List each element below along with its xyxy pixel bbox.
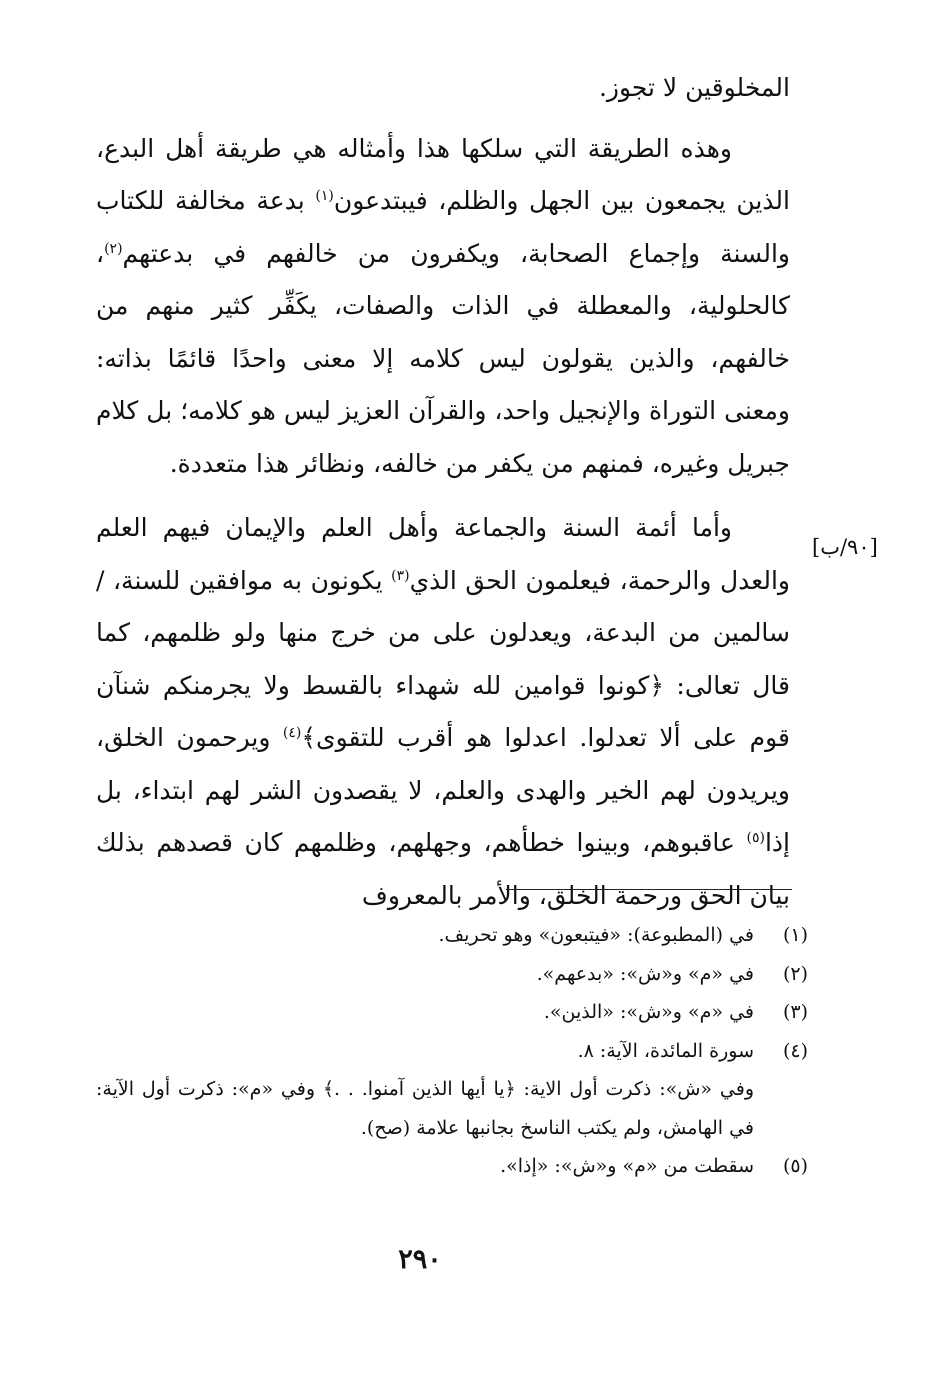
- paragraph-3-text-a: وأما أئمة السنة والجماعة وأهل العلم والإيمان فيهم العلم والعدل والرحمة، فيعلمون الحق الذي: [96, 513, 790, 595]
- footnote-marker-2[interactable]: (٢): [104, 240, 123, 257]
- footnote-number: (٣): [782, 1001, 808, 1023]
- manuscript-folio-reference: [٩٠/ب]: [812, 535, 878, 559]
- footnote-5: [96, 1147, 808, 1186]
- paragraph-2-text-a: وهذه الطريقة التي سلكها هذا وأمثاله هي طريقة أهل البدع، الذين يجمعون بين الجهل والظلم، فيبتدعون: [96, 133, 790, 215]
- footnote-text: في «م» و«ش»: «الذين».: [543, 1001, 754, 1023]
- paragraph-3: [96, 502, 790, 922]
- paragraph-2: [96, 123, 790, 491]
- paragraph-2-text-c: ، كالحلولية، والمعطلة في الذات والصفات، يكَفِّر كثير منهم من خالفهم، والذين يقولون ليس كلامه إلا معنى واحدًا قائمًا بذاته: ومعنى التوراة والإنجيل واحد، والقرآن العزيز ليس هو كلامه؛ بل كلام جبريل وغيره، فمنهم من يكفر من خالفه، ونظائر هذا متعددة.: [96, 238, 790, 478]
- page-number: ٢٩٠: [398, 1244, 442, 1275]
- footnote-number: (١): [782, 924, 808, 946]
- footnote-text: في (المطبوعة): «فيتبعون» وهو تحريف.: [438, 924, 754, 946]
- paragraph-2-text-b: بدعة مخالفة للكتاب والسنة وإجماع الصحابة، ويكفرون من خالفهم في بدعتهم: [96, 186, 790, 268]
- footnote-4-continuation: وفي «ش»: ذكرت أول الاية: ﴿يا أيها الذين آمنوا. . .﴾ وفي «م»: ذكرت أول الآية: في الهامش، ولم يكتب الناسخ بجانبها علامة (صح).: [96, 1078, 754, 1139]
- footnote-text: في «م» و«ش»: «بدعهم».: [536, 962, 754, 985]
- footnote-text: سورة المائدة، الآية: ٨.: [577, 1039, 754, 1062]
- footnote-marker-5[interactable]: (٥): [746, 830, 765, 846]
- paragraph-3-text-c: ويرحمون الخلق، ويريدون لهم الخير والهدى والعلم، لا يقصدون الشر لهم ابتداء، بل إذا: [96, 723, 790, 857]
- footnote-4: [96, 1032, 808, 1071]
- footnote-number: (٥): [782, 1155, 808, 1177]
- paragraph-3-text-d: عاقبوهم، وبينوا خطأهم، وجهلهم، وظلمهم كان قصدهم بذلك بيان الحق ورحمة الخلق، والأمر بالمعروف: [96, 828, 790, 910]
- footnote-separator: [506, 889, 792, 890]
- footnotes: [96, 916, 808, 1186]
- paragraph-1-text: المخلوقين لا تجوز.: [598, 73, 790, 102]
- main-text: [96, 62, 790, 922]
- footnote-1: [96, 916, 808, 955]
- footnote-3: [96, 993, 808, 1032]
- paragraph-3-text-b: يكونون به موافقين للسنة، / سالمين من البدعة، ويعدلون على من خرج منها ولو ظلمهم، كما قال تعالى: ﴿كونوا قوامين لله شهداء بالقسط ولا يجرمنكم شنآن قوم على ألا تعدلوا. اعدلوا هو أقرب للتقوى﴾: [96, 565, 791, 752]
- footnote-number: (٤): [782, 1039, 808, 1062]
- footnote-marker-1[interactable]: (١): [315, 188, 334, 204]
- footnote-number: (٢): [782, 962, 808, 985]
- footnote-marker-3[interactable]: (٣): [391, 567, 410, 584]
- paragraph-1: [96, 62, 790, 115]
- footnote-2: [96, 955, 808, 994]
- footnote-marker-4[interactable]: (٤): [282, 725, 302, 741]
- footnote-text: سقطت من «م» و«ش»: «إذا».: [500, 1155, 754, 1177]
